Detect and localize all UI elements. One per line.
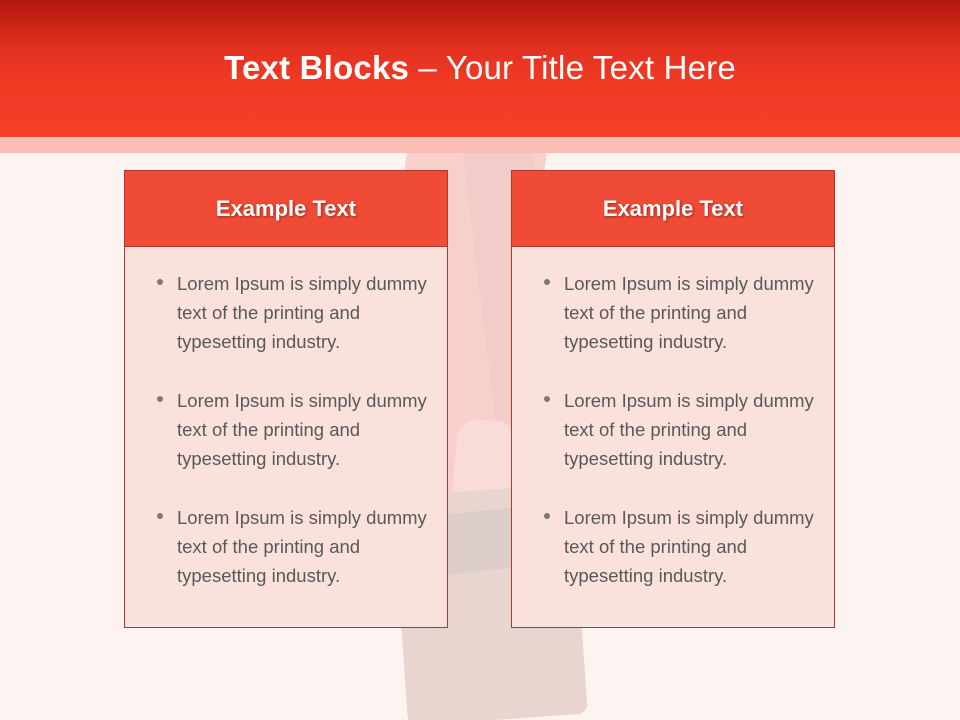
text-block-left-header-label: Example Text bbox=[215, 195, 357, 221]
text-block-left-header bbox=[125, 171, 447, 247]
title-banner-underline bbox=[0, 137, 960, 153]
list-item bbox=[520, 269, 818, 356]
list-item-text: Lorem Ipsum is simply dummy text of the printing and typesetting industry. bbox=[564, 507, 814, 586]
text-block-left-body bbox=[125, 247, 447, 627]
page-title-light: Your Title Text Here bbox=[445, 49, 736, 86]
text-block-right-header-label: Example Text bbox=[602, 195, 744, 221]
page-title-separator: – bbox=[409, 49, 446, 86]
bullet-dot-icon bbox=[157, 279, 163, 285]
list-item-text: Lorem Ipsum is simply dummy text of the printing and typesetting industry. bbox=[177, 273, 427, 352]
text-block-right-header bbox=[512, 171, 834, 247]
bullet-list-right bbox=[520, 269, 818, 590]
background-shape-e bbox=[441, 418, 518, 622]
list-item bbox=[133, 503, 431, 590]
page-title-strong: Text Blocks bbox=[224, 49, 410, 86]
text-block-left bbox=[124, 170, 448, 628]
bullet-dot-icon bbox=[157, 396, 163, 402]
text-block-right bbox=[511, 170, 835, 628]
bullet-dot-icon bbox=[544, 396, 550, 402]
page-title bbox=[0, 48, 960, 88]
list-item-text: Lorem Ipsum is simply dummy text of the printing and typesetting industry. bbox=[564, 273, 814, 352]
text-block-right-body bbox=[512, 247, 834, 627]
list-item-text: Lorem Ipsum is simply dummy text of the printing and typesetting industry. bbox=[564, 390, 814, 469]
list-item bbox=[133, 386, 431, 473]
bullet-dot-icon bbox=[157, 513, 163, 519]
list-item bbox=[520, 503, 818, 590]
list-item bbox=[520, 386, 818, 473]
bullet-list-left bbox=[133, 269, 431, 590]
list-item-text: Lorem Ipsum is simply dummy text of the printing and typesetting industry. bbox=[177, 507, 427, 586]
list-item-text: Lorem Ipsum is simply dummy text of the printing and typesetting industry. bbox=[177, 390, 427, 469]
list-item bbox=[133, 269, 431, 356]
bullet-dot-icon bbox=[544, 513, 550, 519]
bullet-dot-icon bbox=[544, 279, 550, 285]
